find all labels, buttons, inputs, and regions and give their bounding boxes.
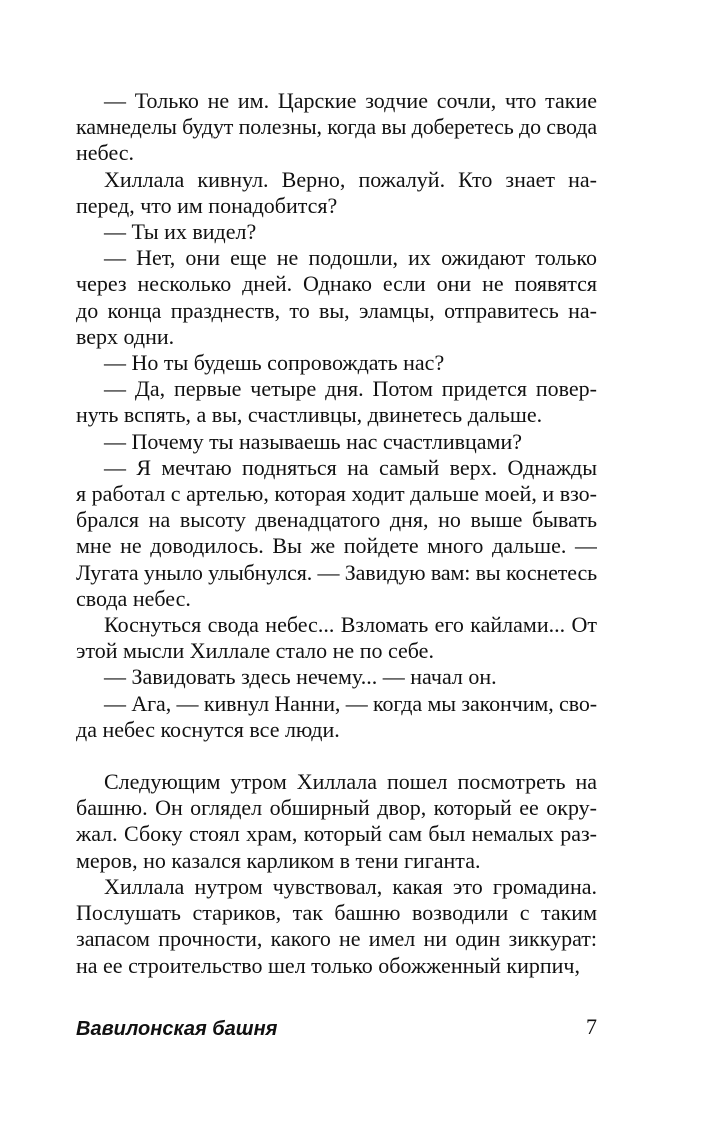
text-line: — Да, первые четыре дня. Потом придется повер- bbox=[104, 376, 597, 402]
text-line: Послушать стариков, так башню возводили с таким bbox=[76, 900, 597, 926]
text-line: — Только не им. Царские зодчие сочли, что такие bbox=[104, 88, 597, 113]
text-line: небес. bbox=[76, 140, 135, 166]
text-line: — Но ты будешь сопровождать нас? bbox=[104, 350, 445, 376]
text-line: меров, но казался карликом в тени гиганта. bbox=[76, 847, 481, 873]
text-line: до конца празднеств, то вы, эламцы, отправитесь на- bbox=[76, 297, 597, 323]
text-line: Коснуться свода небес... Взломать его кайлами... От bbox=[104, 612, 597, 638]
text-line: мне не доводилось. Вы же пойдете много дальше. — bbox=[76, 533, 597, 559]
text-line: запасом прочности, какого не имел ни один зиккурат: bbox=[76, 926, 597, 952]
text-line: Хиллала кивнул. Верно, пожалуй. Кто знает на- bbox=[104, 166, 597, 192]
text-line: нуть вспять, а вы, счастливцы, двинетесь дальше. bbox=[76, 402, 543, 428]
text-line: Лугата уныло улыбнулся. — Завидую вам: вы коснетесь bbox=[76, 559, 597, 585]
text-line: — Я мечтаю подняться на самый верх. Однажды bbox=[104, 454, 597, 480]
body-text bbox=[76, 88, 597, 979]
page-number: 7 bbox=[586, 1014, 597, 1039]
text-line: брался на высоту двенадцатого дня, но выше бывать bbox=[76, 507, 597, 533]
text-line: — Ага, — кивнул Нанни, — когда мы закончим, сво- bbox=[104, 690, 597, 716]
text-line: этой мысли Хиллале стало не по себе. bbox=[76, 638, 434, 664]
text-line: я работал с артелью, которая ходит дальше моей, и взо- bbox=[76, 481, 597, 507]
text-line: — Нет, они еще не подошли, их ожидают только bbox=[104, 245, 597, 271]
text-line: перед, что им понадобится? bbox=[76, 192, 338, 218]
text-line: жал. Сбоку стоял храм, который сам был немалых раз- bbox=[76, 821, 597, 847]
text-line: свода небес. bbox=[76, 585, 191, 611]
text-line: камнеделы будут полезны, когда вы доберетесь до свода bbox=[76, 114, 597, 140]
running-title: Вавилонская башня bbox=[76, 1018, 278, 1040]
text-line: башню. Он оглядел обширный двор, который ее окру- bbox=[76, 795, 597, 821]
text-line: на ее строительство шел только обожженный кирпич, bbox=[76, 952, 580, 978]
text-line: верх одни. bbox=[76, 323, 175, 349]
text-line: Хиллала нутром чувствовал, какая это громадина. bbox=[104, 873, 597, 899]
page-footer bbox=[76, 1014, 597, 1044]
text-line: Следующим утром Хиллала пошел посмотреть на bbox=[104, 769, 597, 795]
text-line: да небес коснутся все люди. bbox=[76, 716, 340, 742]
section-break bbox=[76, 743, 597, 769]
text-line: — Почему ты называешь нас счастливцами? bbox=[104, 428, 522, 454]
text-line: через несколько дней. Однако если они не появятся bbox=[76, 271, 597, 297]
text-line: — Ты их видел? bbox=[104, 219, 257, 245]
text-line: — Завидовать здесь нечему... — начал он. bbox=[104, 664, 497, 690]
